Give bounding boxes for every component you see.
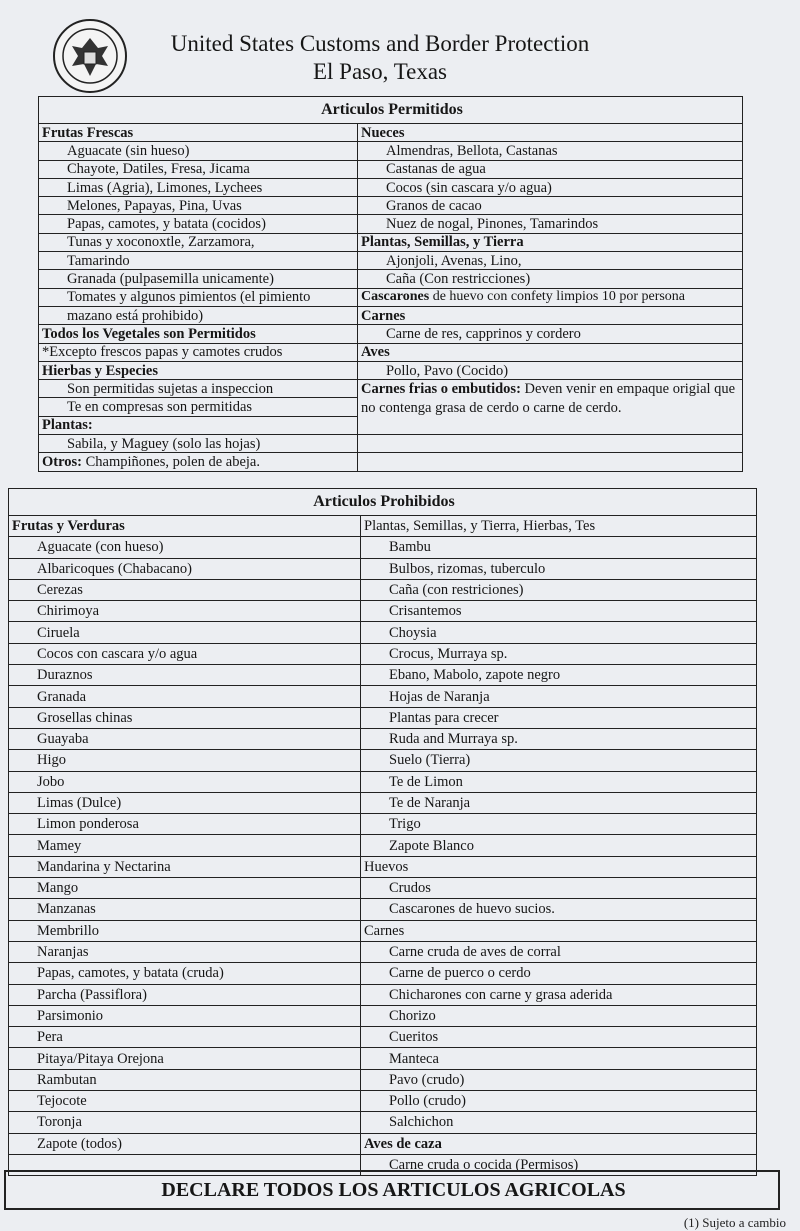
prohibited-left-item: Mamey xyxy=(9,835,361,856)
permitted-row xyxy=(39,160,743,178)
permitted-right-item: Carnes xyxy=(358,306,743,324)
otros-label: Otros: xyxy=(42,453,83,470)
prohibited-row xyxy=(9,665,757,686)
permitted-right-item: Cocos (sin cascara y/o agua) xyxy=(358,178,743,196)
permitted-left-item: Plantas: xyxy=(39,416,358,434)
prohibited-right-item: Carne cruda o cocida (Permisos) xyxy=(361,1154,757,1175)
prohibited-right-item: Chicharones con carne y grasa aderida xyxy=(361,984,757,1005)
prohibited-left-item: Guayaba xyxy=(9,728,361,749)
prohibited-left-item: Frutas y Verduras xyxy=(9,516,361,537)
prohibited-right-item: Manteca xyxy=(361,1048,757,1069)
prohibited-left-item: Membrillo xyxy=(9,920,361,941)
permitted-left-item: Son permitidas sujetas a inspeccion xyxy=(39,380,358,398)
prohibited-right-item: Plantas para crecer xyxy=(361,707,757,728)
permitted-left-item: Melones, Papayas, Pina, Uvas xyxy=(39,197,358,215)
prohibited-right-item: Hojas de Naranja xyxy=(361,686,757,707)
prohibited-right-item: Trigo xyxy=(361,814,757,835)
permitted-left-item: Sabila, y Maguey (solo las hojas) xyxy=(39,435,358,453)
permitted-right-item: Carne de res, capprinos y cordero xyxy=(358,325,743,343)
prohibited-right-item: Crocus, Murraya sp. xyxy=(361,643,757,664)
permitted-right-item: Nuez de nogal, Pinones, Tamarindos xyxy=(358,215,743,233)
prohibited-right-item: Plantas, Semillas, y Tierra, Hierbas, Tes xyxy=(361,516,757,537)
permitted-left-item: mazano está prohibido) xyxy=(39,306,358,324)
prohibited-right-item: Te de Naranja xyxy=(361,792,757,813)
prohibited-left-item: Limon ponderosa xyxy=(9,814,361,835)
prohibited-right-item: Zapote Blanco xyxy=(361,835,757,856)
prohibited-right-item: Salchichon xyxy=(361,1112,757,1133)
prohibited-left-item: Jobo xyxy=(9,771,361,792)
permitted-left-item: Granada (pulpasemilla unicamente) xyxy=(39,270,358,288)
prohibited-right-item: Cascarones de huevo sucios. xyxy=(361,899,757,920)
empty-cell xyxy=(358,453,743,471)
prohibited-row xyxy=(9,771,757,792)
prohibited-row xyxy=(9,558,757,579)
prohibited-row xyxy=(9,792,757,813)
prohibited-left-item: Rambutan xyxy=(9,1069,361,1090)
prohibited-row xyxy=(9,1005,757,1026)
permitted-row xyxy=(39,453,743,471)
footer-table xyxy=(4,1170,780,1210)
prohibited-right-item: Carnes xyxy=(361,920,757,941)
prohibited-right-item: Ruda and Murraya sp. xyxy=(361,728,757,749)
prohibited-left-item: Manzanas xyxy=(9,899,361,920)
prohibited-left-item: Cerezas xyxy=(9,579,361,600)
prohibited-left-item: Cocos con cascara y/o agua xyxy=(9,643,361,664)
prohibited-row xyxy=(9,1027,757,1048)
prohibited-left-item: Granada xyxy=(9,686,361,707)
prohibited-row xyxy=(9,963,757,984)
prohibited-left-item: Ciruela xyxy=(9,622,361,643)
prohibited-left-item: Pera xyxy=(9,1027,361,1048)
prohibited-right-item: Chorizo xyxy=(361,1005,757,1026)
prohibited-right-item: Pavo (crudo) xyxy=(361,1069,757,1090)
declare-banner: DECLARE TODOS LOS ARTICULOS AGRICOLAS xyxy=(5,1171,779,1209)
prohibited-left-item: Mandarina y Nectarina xyxy=(9,856,361,877)
prohibited-row xyxy=(9,643,757,664)
prohibited-row xyxy=(9,1091,757,1112)
prohibited-left-item: Pitaya/Pitaya Orejona xyxy=(9,1048,361,1069)
prohibited-title: Articulos Prohibidos xyxy=(9,489,757,516)
prohibited-row xyxy=(9,707,757,728)
permitted-left-item: *Excepto frescos papas y camotes crudos xyxy=(39,343,358,361)
prohibited-left-item: Tejocote xyxy=(9,1091,361,1112)
prohibited-row xyxy=(9,601,757,622)
permitted-right-item: Almendras, Bellota, Castanas xyxy=(358,142,743,160)
permitted-right-item: Ajonjoli, Avenas, Lino, xyxy=(358,252,743,270)
permitted-table xyxy=(38,96,743,472)
prohibited-row xyxy=(9,941,757,962)
permitted-right-item: Granos de cacao xyxy=(358,197,743,215)
permitted-row xyxy=(39,325,743,343)
prohibited-right-item: Bulbos, rizomas, tuberculo xyxy=(361,558,757,579)
location-title: El Paso, Texas xyxy=(312,59,448,84)
prohibited-left-item: Albaricoques (Chabacano) xyxy=(9,558,361,579)
prohibited-right-item: Aves de caza xyxy=(361,1133,757,1154)
prohibited-left-item: Chirimoya xyxy=(9,601,361,622)
permitted-left-item: Papas, camotes, y batata (cocidos) xyxy=(39,215,358,233)
prohibited-right-item: Huevos xyxy=(361,856,757,877)
cold-cuts-text: Deven venir en empaque origial que no contenga grasa de cerdo o carne de cerdo. xyxy=(361,381,736,417)
prohibited-left-item: Duraznos xyxy=(9,665,361,686)
permitted-row xyxy=(39,142,743,160)
permitted-row xyxy=(39,178,743,196)
prohibited-row xyxy=(9,835,757,856)
permitted-left-item: Tunas y xoconoxtle, Zarzamora, xyxy=(39,233,358,251)
prohibited-left-item: Toronja xyxy=(9,1112,361,1133)
permitted-left-item: Tomates y algunos pimientos (el pimiento xyxy=(39,288,358,306)
prohibited-row xyxy=(9,1069,757,1090)
prohibited-left-item: Zapote (todos) xyxy=(9,1133,361,1154)
permitted-row xyxy=(39,252,743,270)
prohibited-right-item: Caña (con restriciones) xyxy=(361,579,757,600)
permitted-left-item: Limas (Agria), Limones, Lychees xyxy=(39,178,358,196)
permitted-left-item: Todos los Vegetales son Permitidos xyxy=(39,325,358,343)
prohibited-left-item: Higo xyxy=(9,750,361,771)
prohibited-row xyxy=(9,750,757,771)
prohibited-row xyxy=(9,899,757,920)
prohibited-row xyxy=(9,1048,757,1069)
prohibited-left-item: Limas (Dulce) xyxy=(9,792,361,813)
permitted-left-item: Te en compresas son permitidas xyxy=(39,398,358,416)
otros-text: Champiñones, polen de abeja. xyxy=(85,453,260,470)
agency-title: United States Customs and Border Protection xyxy=(170,31,590,56)
prohibited-right-item: Cueritos xyxy=(361,1027,757,1048)
prohibited-left-item: Parsimonio xyxy=(9,1005,361,1026)
prohibited-right-item: Suelo (Tierra) xyxy=(361,750,757,771)
prohibited-right-item: Crisantemos xyxy=(361,601,757,622)
permitted-row xyxy=(39,215,743,233)
prohibited-left-item: Aguacate (con hueso) xyxy=(9,537,361,558)
prohibited-row xyxy=(9,1112,757,1133)
prohibited-right-item: Crudos xyxy=(361,878,757,899)
cold-cuts-label: Carnes frias o embutidos: xyxy=(361,381,521,398)
permitted-row xyxy=(39,343,743,361)
prohibited-right-item: Te de Limon xyxy=(361,771,757,792)
footnote: (1) Sujeto a cambio xyxy=(683,1215,786,1230)
prohibited-left-item: Parcha (Passiflora) xyxy=(9,984,361,1005)
permitted-left-item: Chayote, Datiles, Fresa, Jicama xyxy=(39,160,358,178)
permitted-right-item: Cascarones de huevo con confety limpios 10 por persona xyxy=(358,288,743,306)
permitted-right-item: Aves xyxy=(358,343,743,361)
prohibited-right-item: Ebano, Mabolo, zapote negro xyxy=(361,665,757,686)
permitted-right-item: Plantas, Semillas, y Tierra xyxy=(358,233,743,251)
prohibited-right-item: Choysia xyxy=(361,622,757,643)
permitted-row xyxy=(39,197,743,215)
prohibited-row xyxy=(9,728,757,749)
permitted-title: Articulos Permitidos xyxy=(39,97,743,124)
prohibited-row xyxy=(9,1133,757,1154)
prohibited-table xyxy=(8,488,757,1176)
permitted-left-item: Hierbas y Especies xyxy=(39,361,358,379)
cold-cuts-cell xyxy=(358,380,743,435)
permitted-row xyxy=(39,361,743,379)
prohibited-row xyxy=(9,516,757,537)
permitted-row xyxy=(39,233,743,251)
prohibited-left-item: Papas, camotes, y batata (cruda) xyxy=(9,963,361,984)
permitted-right-item: Nueces xyxy=(358,124,743,142)
prohibited-row xyxy=(9,686,757,707)
prohibited-row xyxy=(9,622,757,643)
document-header xyxy=(130,30,630,86)
prohibited-right-item: Bambu xyxy=(361,537,757,558)
prohibited-row xyxy=(9,984,757,1005)
empty-cell xyxy=(358,435,743,453)
otros-cell xyxy=(39,453,358,471)
permitted-right-item: Castanas de agua xyxy=(358,160,743,178)
prohibited-row xyxy=(9,856,757,877)
prohibited-left-item: Naranjas xyxy=(9,941,361,962)
prohibited-row xyxy=(9,579,757,600)
prohibited-right-item: Pollo (crudo) xyxy=(361,1091,757,1112)
permitted-left-item: Aguacate (sin hueso) xyxy=(39,142,358,160)
permitted-row xyxy=(39,288,743,306)
prohibited-row xyxy=(9,878,757,899)
permitted-left-item: Frutas Frescas xyxy=(39,124,358,142)
permitted-row xyxy=(39,306,743,324)
prohibited-right-item: Carne cruda de aves de corral xyxy=(361,941,757,962)
prohibited-left-item: Grosellas chinas xyxy=(9,707,361,728)
dhs-seal-icon xyxy=(52,18,128,94)
prohibited-row xyxy=(9,920,757,941)
permitted-right-item: Pollo, Pavo (Cocido) xyxy=(358,361,743,379)
prohibited-left-item: Mango xyxy=(9,878,361,899)
permitted-row xyxy=(39,435,743,453)
permitted-left-item: Tamarindo xyxy=(39,252,358,270)
prohibited-right-item: Carne de puerco o cerdo xyxy=(361,963,757,984)
permitted-row xyxy=(39,270,743,288)
permitted-row xyxy=(39,380,743,398)
permitted-row xyxy=(39,124,743,142)
permitted-right-item: Caña (Con restricciones) xyxy=(358,270,743,288)
prohibited-row xyxy=(9,537,757,558)
prohibited-row xyxy=(9,814,757,835)
